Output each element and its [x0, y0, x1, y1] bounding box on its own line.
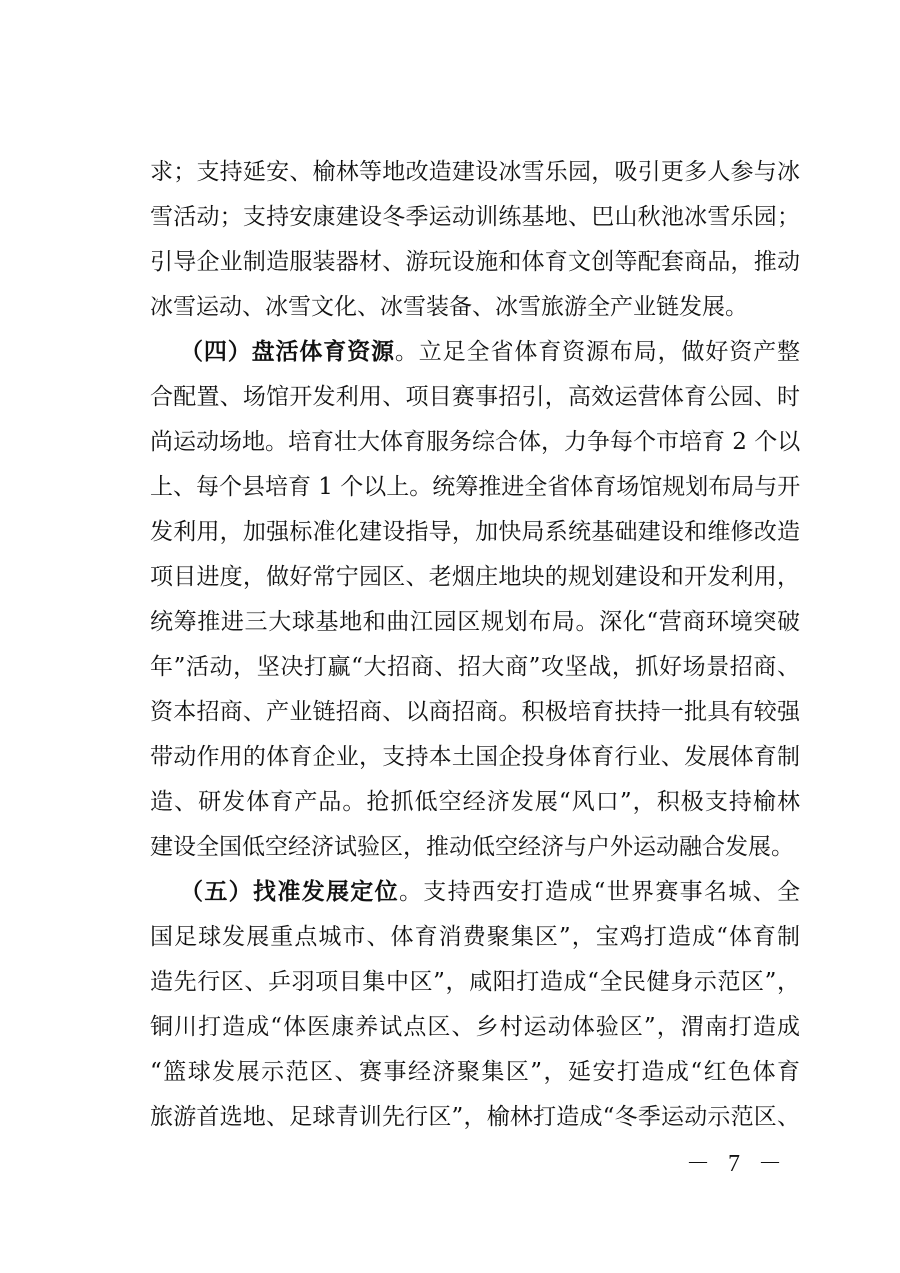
text-line: 铜川打造成“体医康养试点区、乡村运动体验区”，渭南打造成: [150, 1014, 800, 1040]
text-line: 项目进度，做好常宁园区、老烟庄地块的规划建设和开发利用，: [150, 564, 800, 590]
text-line: 求；支持延安、榆林等地改造建设冰雪乐园，吸引更多人参与冰: [150, 159, 800, 185]
text-line: 尚运动场地。培育壮大体育服务综合体，力争每个市培育 2 个以: [150, 429, 801, 455]
text-line: 建设全国低空经济试验区，推动低空经济与户外运动融合发展。: [150, 834, 794, 860]
text-line: 合配置、场馆开发利用、项目赛事招引，高效运营体育公园、时: [150, 384, 800, 410]
text-line: 造先行区、乒羽项目集中区”，咸阳打造成“全民健身示范区”，: [150, 969, 800, 995]
text-line: 上、每个县培育 1 个以上。统筹推进全省体育场馆规划布局与开: [150, 474, 801, 500]
text-line: 国足球发展重点城市、体育消费聚集区”，宝鸡打造成“体育制: [150, 924, 800, 950]
text-line: “篮球发展示范区、赛事经济聚集区”，延安打造成“红色体育: [150, 1059, 800, 1085]
text-line: 引导企业制造服装器材、游玩设施和体育文创等配套商品，推动: [150, 249, 800, 275]
text-line: 带动作用的体育企业，支持本土国企投身体育行业、发展体育制: [150, 744, 800, 770]
text-run: 。支持西安打造成“世界赛事名城、全: [398, 879, 800, 905]
text-line: 旅游首选地、足球青训先行区”，榆林打造成“冬季运动示范区、: [150, 1104, 800, 1130]
text-line: 造、研发体育产品。抢抓低空经济发展“风口”，积极支持榆林: [150, 789, 800, 815]
page-number: － 7 －: [686, 1151, 788, 1177]
paragraph-first-line: [150, 870, 800, 915]
section-heading-4: （四）盘活体育资源: [180, 339, 395, 365]
text-line: 统筹推进三大球基地和曲江园区规划布局。深化“营商环境突破: [150, 609, 800, 635]
text-line: 冰雪运动、冰雪文化、冰雪装备、冰雪旅游全产业链发展。: [150, 294, 748, 320]
text-line: 资本招商、产业链招商、以商招商。积极培育扶持一批具有较强: [150, 699, 800, 725]
text-run: 。立足全省体育资源布局，做好资产整: [394, 339, 801, 365]
text-line: 年”活动，坚决打赢“大招商、招大商”攻坚战，抓好场景招商、: [150, 654, 800, 680]
paragraph-first-line: [150, 330, 800, 375]
section-heading-5: （五）找准发展定位: [180, 879, 399, 905]
text-line: 雪活动；支持安康建设冬季运动训练基地、巴山秋池冰雪乐园；: [150, 204, 800, 230]
text-line: 发利用，加强标准化建设指导，加快局系统基础建设和维修改造: [150, 519, 800, 545]
body-text: [150, 150, 800, 1140]
